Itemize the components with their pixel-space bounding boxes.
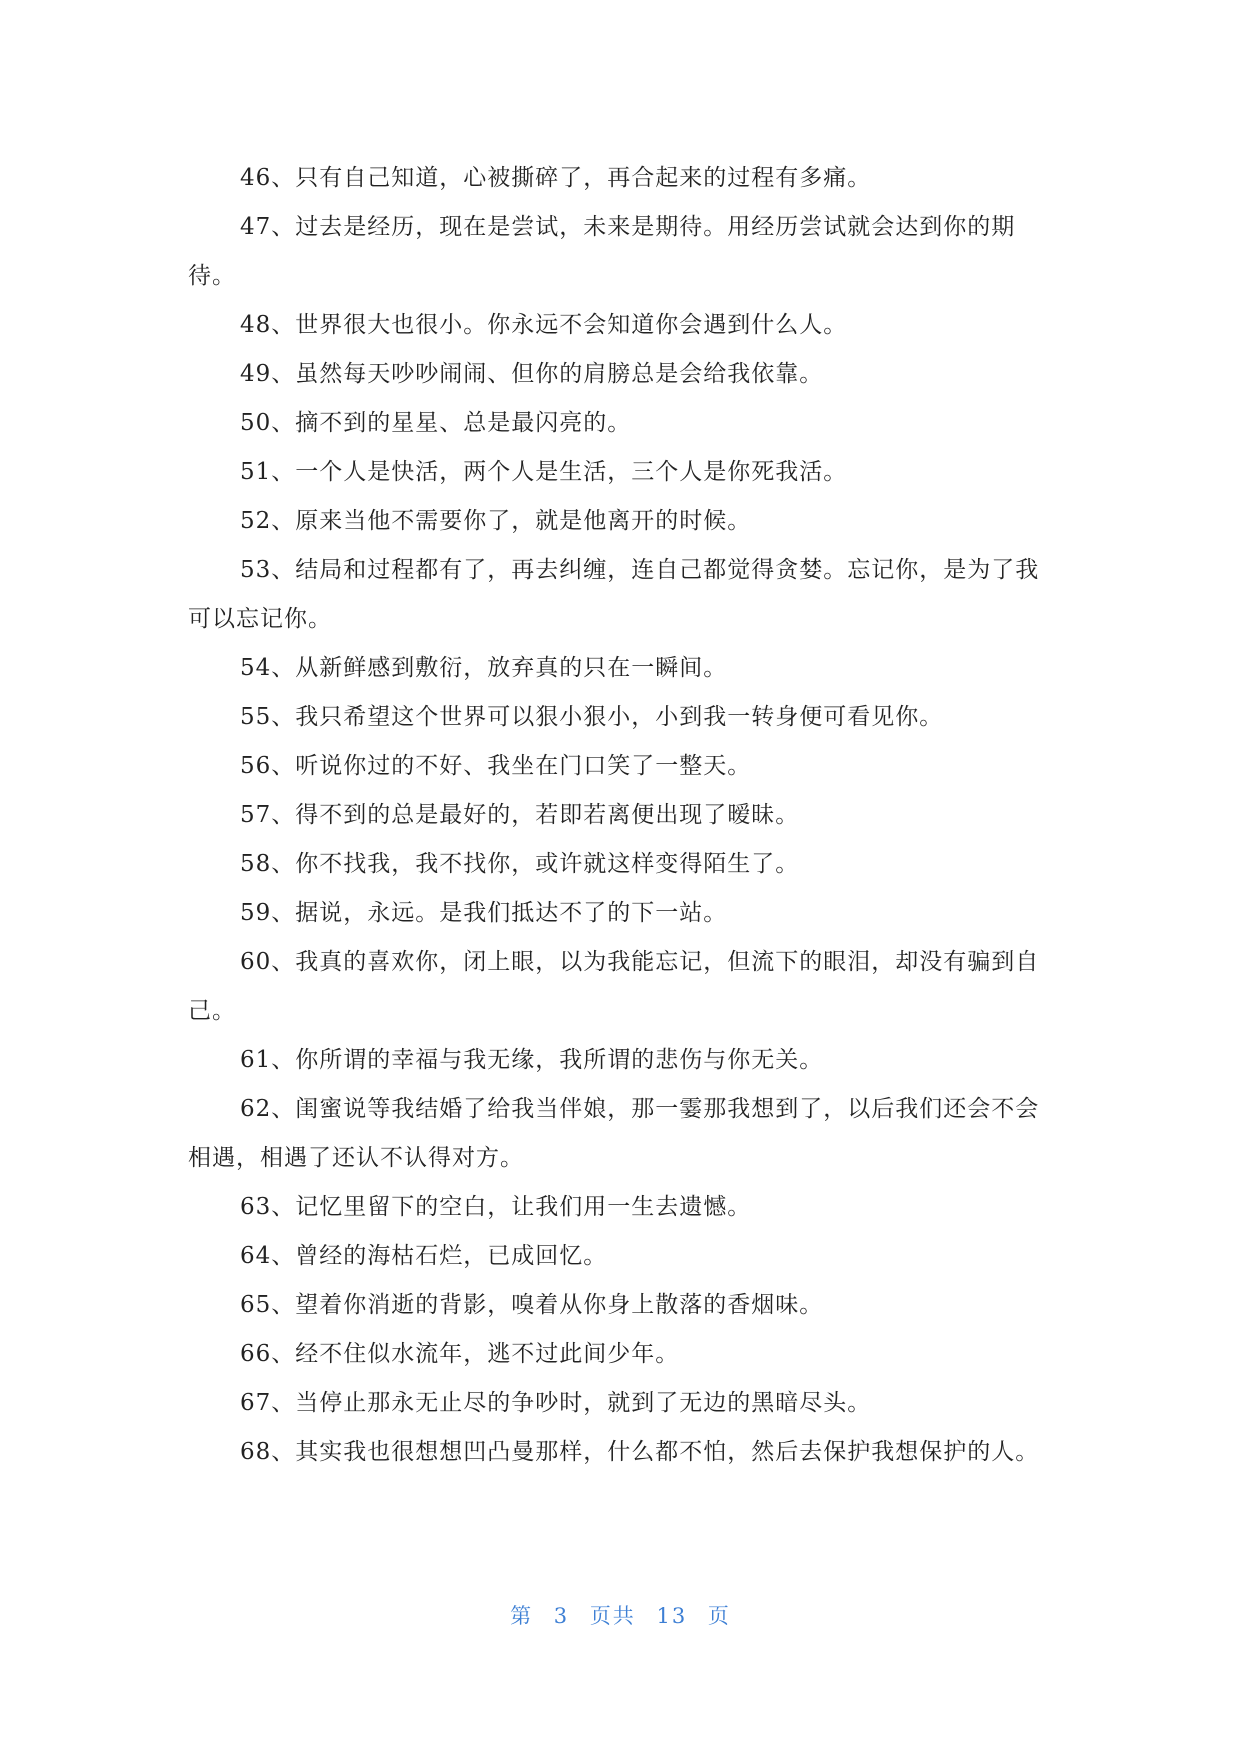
paragraph-48: 48、世界很大也很小。你永远不会知道你会遇到什么人。 [240,312,848,338]
paragraph-67: 67、当停止那永无止尽的争吵时，就到了无边的黑暗尽头。 [240,1390,872,1416]
paragraph-55: 55、我只希望这个世界可以狠小狠小，小到我一转身便可看见你。 [240,704,944,730]
page-middle: 页共 [589,1604,636,1628]
paragraph-53: 53、结局和过程都有了，再去纠缠，连自己都觉得贪婪。忘记你，是为了我可以忘记你。 [188,557,1040,632]
paragraph-56: 56、听说你过的不好、我坐在门口笑了一整天。 [240,753,752,779]
paragraph-63: 63、记忆里留下的空白，让我们用一生去遗憾。 [240,1194,752,1220]
paragraph-49: 49、虽然每天吵吵闹闹、但你的肩膀总是会给我依靠。 [240,361,824,387]
page-current: 3 [553,1604,570,1628]
paragraph-64: 64、曾经的海枯石烂，已成回忆。 [240,1243,608,1269]
paragraph-59: 59、据说，永远。是我们抵达不了的下一站。 [240,900,728,926]
paragraph-57: 57、得不到的总是最好的，若即若离便出现了暧昧。 [240,802,800,828]
paragraph-62: 62、闺蜜说等我结婚了给我当伴娘，那一霎那我想到了，以后我们还会不会相遇，相遇了还认不认得对方。 [188,1096,1040,1171]
paragraph-46: 46、只有自己知道，心被撕碎了，再合起来的过程有多痛。 [240,165,872,191]
page-footer [0,1600,1241,1630]
paragraph-47: 47、过去是经历，现在是尝试，未来是期待。用经历尝试就会达到你的期待。 [188,214,1016,289]
paragraph-54: 54、从新鲜感到敷衍，放弃真的只在一瞬间。 [240,655,728,681]
page-suffix: 页 [707,1604,731,1628]
paragraph-68: 68、其实我也很想想凹凸曼那样，什么都不怕，然后去保护我想保护的人。 [240,1439,1040,1465]
paragraph-58: 58、你不找我，我不找你，或许就这样变得陌生了。 [240,851,800,877]
page-prefix: 第 [510,1604,534,1628]
paragraph-65: 65、望着你消逝的背影，嗅着从你身上散落的香烟味。 [240,1292,824,1318]
paragraph-61: 61、你所谓的幸福与我无缘，我所谓的悲伤与你无关。 [240,1047,824,1073]
paragraph-50: 50、摘不到的星星、总是最闪亮的。 [240,410,632,436]
paragraph-51: 51、一个人是快活，两个人是生活，三个人是你死我活。 [240,459,848,485]
page-total: 13 [656,1604,688,1628]
document-body [188,154,1050,1477]
paragraph-66: 66、经不住似水流年，逃不过此间少年。 [240,1341,680,1367]
paragraph-52: 52、原来当他不需要你了，就是他离开的时候。 [240,508,752,534]
paragraph-60: 60、我真的喜欢你，闭上眼，以为我能忘记，但流下的眼泪，却没有骗到自己。 [188,949,1040,1024]
